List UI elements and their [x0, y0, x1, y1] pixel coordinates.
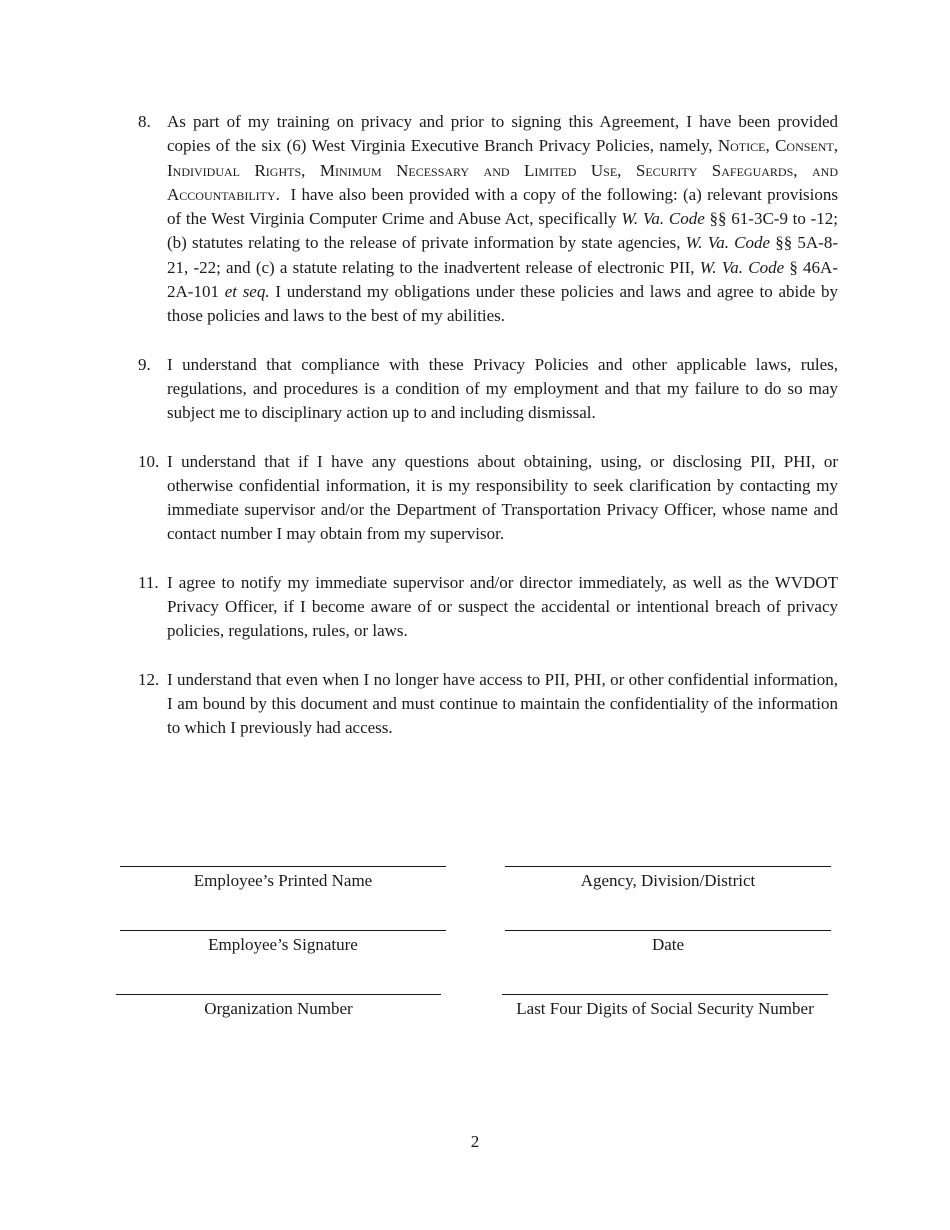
item-text: I understand that even when I no longer have access to PII, PHI, or other confidential information, I am bound by this document and must continue to maintain the confidentiality of the information to which I previously had access.: [167, 669, 838, 738]
item-text: I understand that if I have any questions about obtaining, using, or disclosing PII, PHI, or otherwise confidential information, it is my responsibility to seek clarification by contacting my immediate supervisor and/or the Department of Transportation Privacy Officer, whose name and contact number I may obtain from my supervisor.: [167, 451, 838, 544]
list-item-11: [138, 571, 838, 644]
signature-label: Agency, Division/District: [580, 871, 756, 890]
list-item-10: [138, 450, 838, 547]
signature-label: Last Four Digits of Social Security Number: [516, 999, 814, 1018]
list-item-8: [138, 110, 838, 329]
list-item-9: [138, 353, 838, 426]
signature-label: Employee’s Signature: [208, 935, 358, 954]
item-number: 10.: [138, 451, 160, 471]
item-text: I understand that compliance with these Privacy Policies and other applicable laws, rules, regulations, and procedures is a condition of my employment and that my failure to do so may subject me to disciplinary action up to and including dismissal.: [167, 354, 838, 423]
privacy-policies-list: Notice, Consent, Individual Rights, Minimum Necessary and Limited Use, Security Safeguards, and Accountability.: [167, 136, 838, 204]
item-number: 11.: [138, 572, 159, 592]
signature-label: Employee’s Printed Name: [193, 871, 373, 890]
item-number: 9.: [138, 354, 151, 374]
ssn-last-four-field[interactable]: [502, 994, 828, 1019]
list-item-12: [138, 668, 838, 741]
agreement-items: [138, 110, 838, 765]
item-number: 12.: [138, 669, 160, 689]
employee-signature-field[interactable]: [120, 930, 446, 955]
page-number: 2: [470, 1132, 480, 1151]
date-signature-field[interactable]: [505, 930, 831, 955]
item-text: As part of my training on privacy and prior to signing this Agreement, I have been provided copies of the six (6) West Virginia Executive Branch Privacy Policies, namely, Notice, Consent, Individual Rights, Minimum Necessary and Limited Use, Security Safeguards, and Accountability. I have also been provided with a copy of the following: (a) relevant provisions of the West Virginia Computer Crime and Abuse Act, specifically W. Va. Code §§ 61-3C-9 to -12; (b) statutes relating to the release of private information by state agencies, W. Va. Code §§ 5A-8-21, -22; and (c) a statute relating to the inadvertent release of electronic PII, W. Va. Code § 46A-2A-101 et seq. I understand my obligations under these policies and laws and agree to abide by those policies and laws to the best of my abilities.: [167, 112, 839, 326]
printed-name-signature-field[interactable]: [120, 866, 446, 891]
signature-label: Organization Number: [204, 999, 353, 1018]
signature-label: Date: [651, 935, 685, 954]
organization-number-field[interactable]: [116, 994, 441, 1019]
item-text: I agree to notify my immediate supervisor and/or director immediately, as well as the WVDOT Privacy Officer, if I become aware of or suspect the accidental or intentional breach of privacy policies, regulations, rules, or laws.: [167, 572, 838, 641]
agency-signature-field[interactable]: [505, 866, 831, 891]
item-number: 8.: [138, 112, 151, 131]
